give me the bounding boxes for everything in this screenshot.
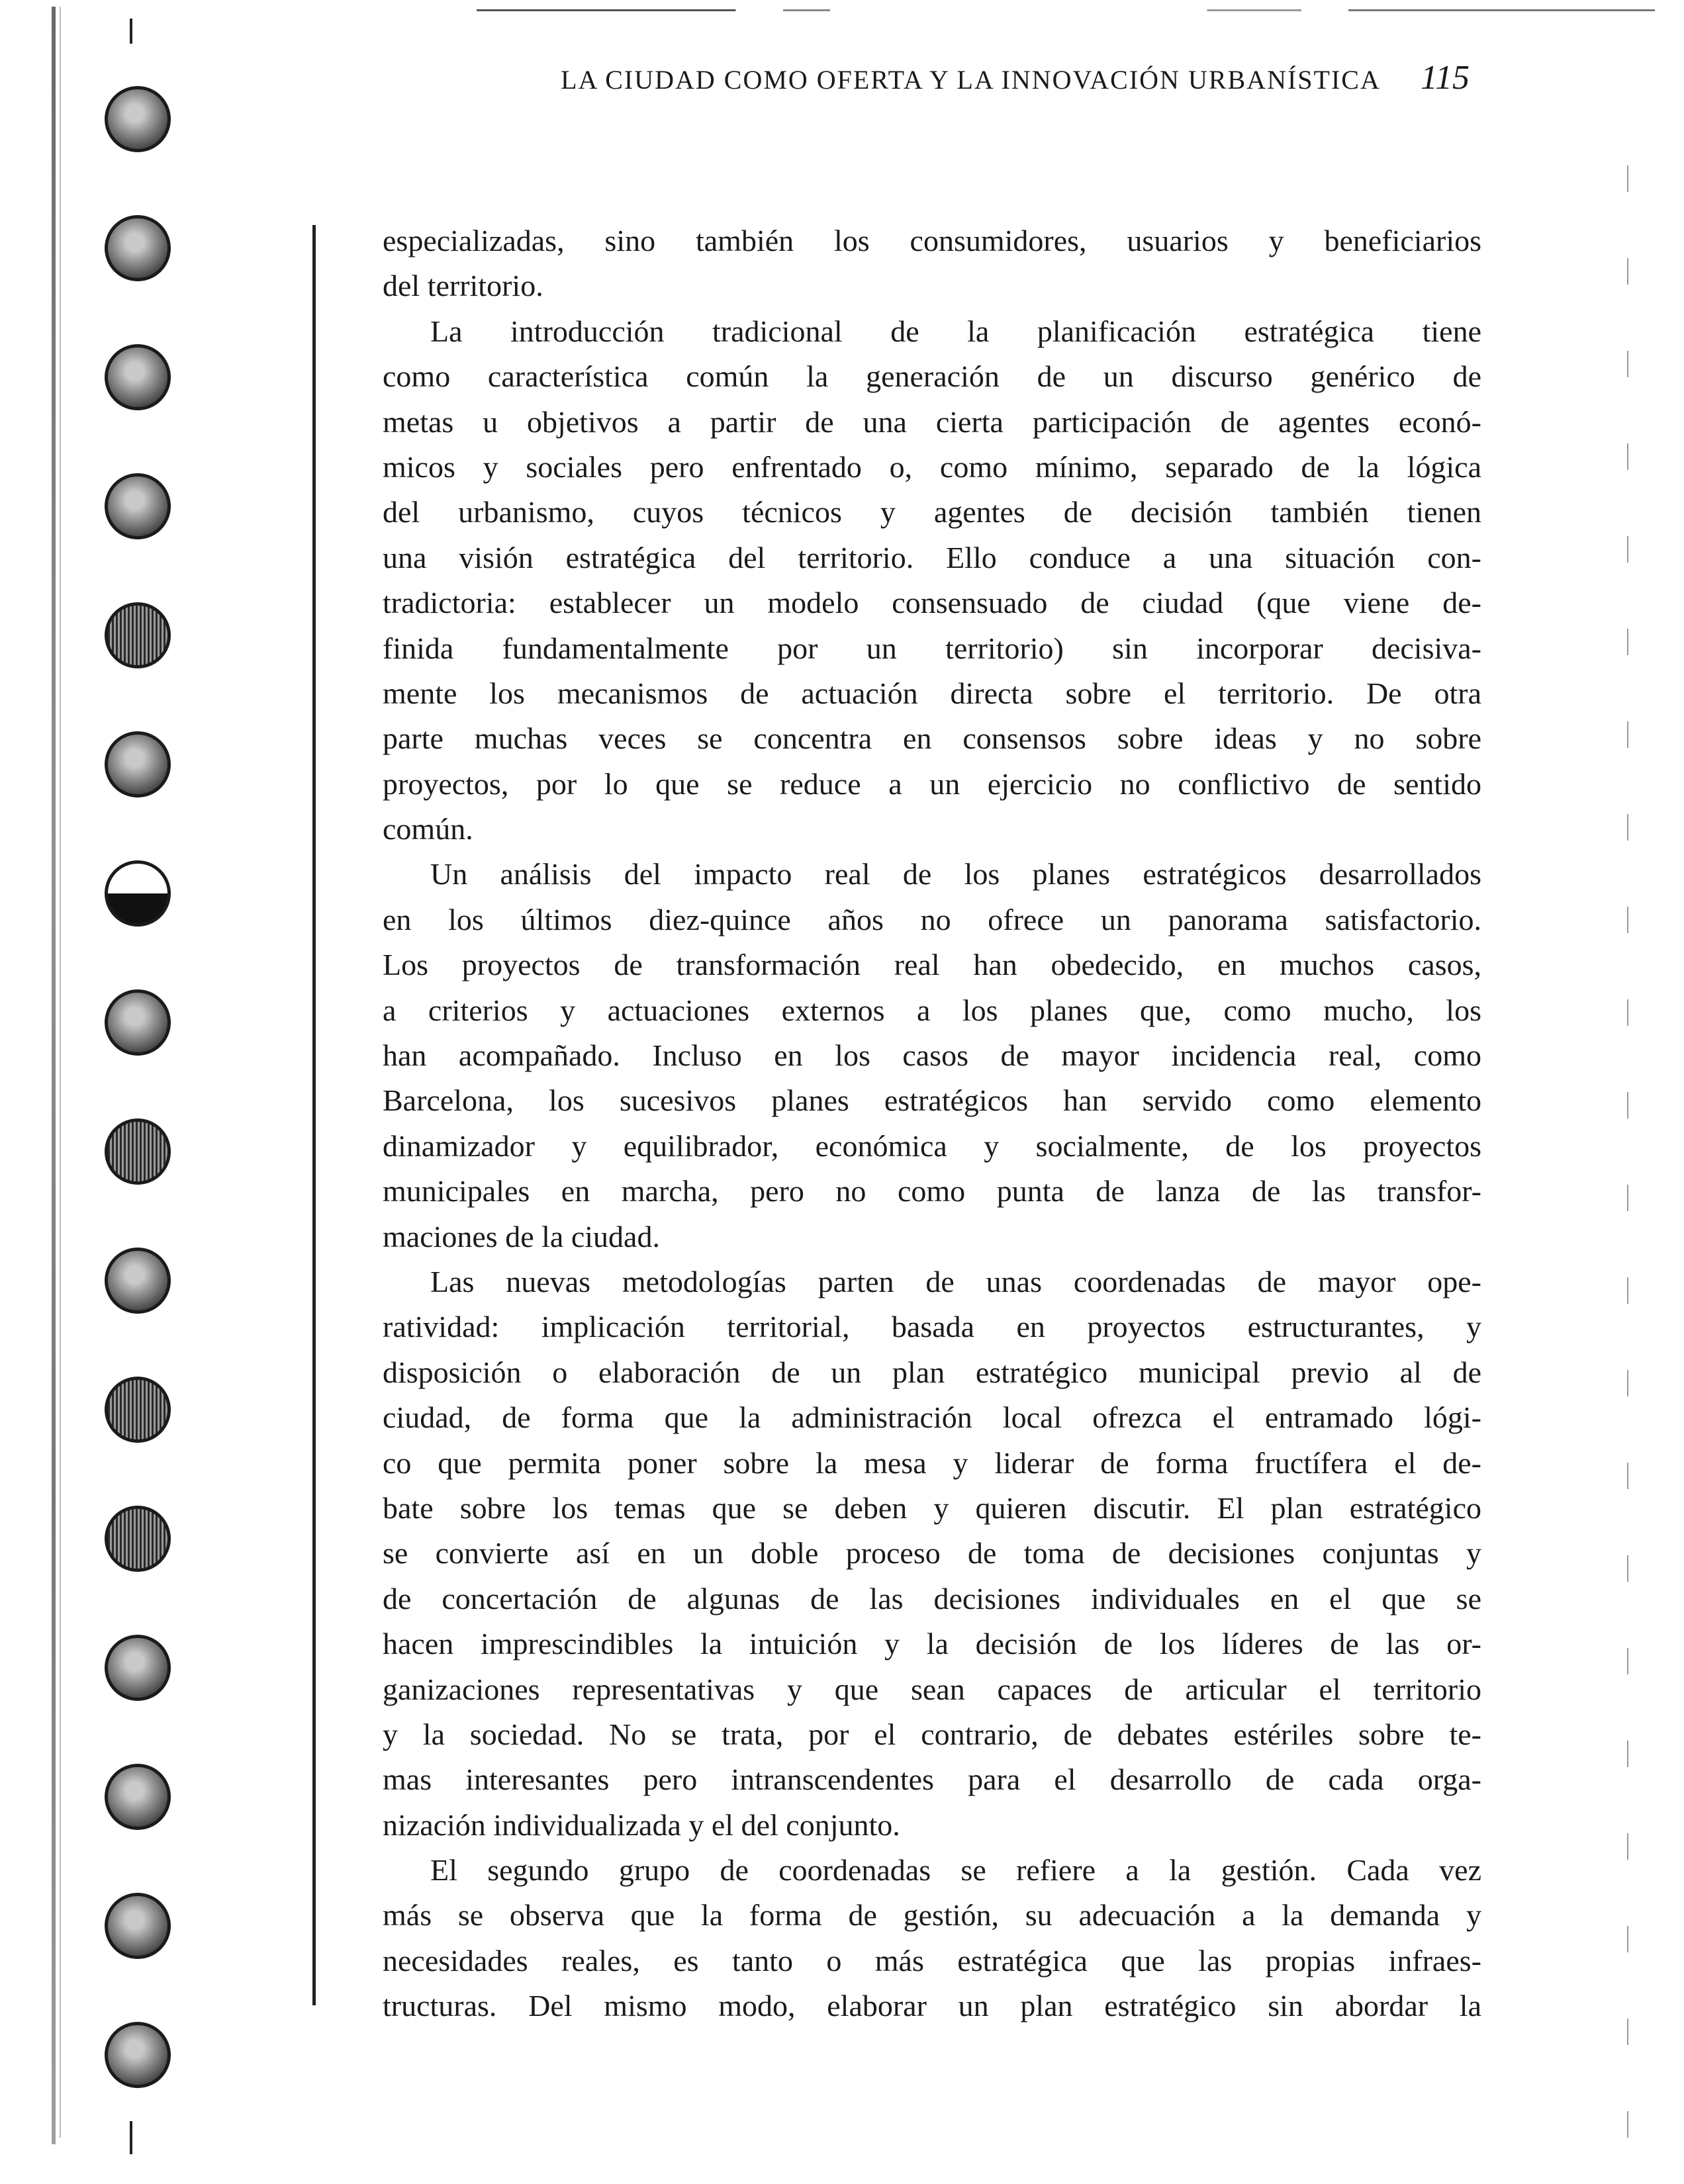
text-line: tradictoria: establecer un modelo consensuado de ciudad (que viene de-	[383, 586, 1481, 620]
text-line: común.	[383, 812, 473, 846]
body-text	[383, 218, 1481, 2029]
text-line: y la sociedad. No se trata, por el contrario, de debates estériles sobre te-	[383, 1717, 1481, 1751]
text-line: más se observa que la forma de gestión, su adecuación a la demanda y	[383, 1898, 1481, 1933]
text-line: como característica común la generación de un discurso genérico de	[383, 359, 1481, 394]
scan-left-edge-line	[60, 7, 61, 2138]
binder-hole	[105, 731, 171, 797]
text-line: municipales en marcha, pero no como punta de lanza de las transfor-	[383, 1174, 1481, 1208]
text-line: disposición o elaboración de un plan estratégico municipal previo al de	[383, 1355, 1481, 1389]
text-line: proyectos, por lo que se reduce a un ejercicio no conflictivo de sentido	[383, 766, 1481, 801]
text-line: del urbanismo, cuyos técnicos y agentes de decisión también tienen	[383, 495, 1481, 529]
text-line: a criterios y actuaciones externos a los planes que, como mucho, los	[383, 993, 1481, 1027]
scan-left-edge	[52, 7, 56, 2144]
text-line: hacen imprescindibles la intuición y la decisión de los líderes de las or-	[383, 1627, 1481, 1661]
binder-hole	[105, 344, 171, 410]
binder-hole	[105, 1377, 171, 1443]
binder-hole	[105, 602, 171, 668]
text-line: han acompañado. Incluso en los casos de mayor incidencia real, como	[383, 1038, 1481, 1073]
text-line: Barcelona, los sucesivos planes estratégicos han servido como elemento	[383, 1083, 1481, 1118]
text-line: una visión estratégica del territorio. Ello conduce a una situación con-	[383, 540, 1481, 574]
text-line: de concertación de algunas de las decisiones individuales en el que se	[383, 1581, 1481, 1615]
text-line: Los proyectos de transformación real han obedecido, en muchos casos,	[383, 948, 1481, 982]
text-line: dinamizador y equilibrador, económica y socialmente, de los proyectos	[383, 1128, 1481, 1163]
text-line: nización individualizada y el del conjunto.	[383, 1807, 900, 1842]
text-line: del territorio.	[383, 269, 543, 303]
text-line: metas u objetivos a partir de una cierta participación de agentes econó-	[383, 404, 1481, 439]
text-line: finida fundamentalmente por un territorio) sin incorporar decisiva-	[383, 631, 1481, 665]
binder-hole	[105, 1764, 171, 1830]
page-number: 115	[1420, 59, 1470, 97]
text-line: Las nuevas metodologías parten de unas coordenadas de mayor ope-	[430, 1264, 1481, 1298]
text-line: La introducción tradicional de la planificación estratégica tiene	[430, 314, 1481, 348]
text-line: ganizaciones representativas y que sean capaces de articular el territorio	[383, 1672, 1481, 1706]
margin-bar	[312, 225, 316, 2005]
text-line: micos y sociales pero enfrentado o, como mínimo, separado de la lógica	[383, 449, 1481, 484]
binder-hole	[105, 1635, 171, 1701]
text-line: ciudad, de forma que la administración local ofrezca el entramado lógi-	[383, 1400, 1481, 1435]
binder-hole	[105, 1248, 171, 1314]
text-line: se convierte así en un doble proceso de toma de decisiones conjuntas y	[383, 1536, 1481, 1570]
binder-hole	[105, 473, 171, 539]
running-head: LA CIUDAD COMO OFERTA Y LA INNOVACIÓN URBANÍSTICA	[561, 65, 1381, 95]
text-line: ratividad: implicación territorial, basada en proyectos estructurantes, y	[383, 1310, 1481, 1344]
binder-hole	[105, 1118, 171, 1185]
binder-hole	[105, 215, 171, 281]
binder-hole	[105, 1893, 171, 1959]
text-line: bate sobre los temas que se deben y quieren discutir. El plan estratégico	[383, 1490, 1481, 1525]
binder-hole	[105, 2022, 171, 2088]
text-line: tructuras. Del mismo modo, elaborar un plan estratégico sin abordar la	[383, 1989, 1481, 2023]
text-line: Un análisis del impacto real de los planes estratégicos desarrollados	[430, 857, 1481, 891]
binder-hole	[105, 86, 171, 152]
text-line: mas interesantes pero intranscendentes para el desarrollo de cada orga-	[383, 1762, 1481, 1797]
scan-top-rule	[477, 9, 1655, 11]
binder-hole	[105, 989, 171, 1056]
scan-right-edge	[1627, 165, 1628, 2184]
binder-hole	[105, 860, 171, 927]
text-line: maciones de la ciudad.	[383, 1219, 660, 1253]
page-header	[530, 58, 1470, 98]
text-line: en los últimos diez-quince años no ofrece un panorama satisfactorio.	[383, 902, 1481, 936]
text-line: co que permita poner sobre la mesa y liderar de forma fructífera el de-	[383, 1445, 1481, 1480]
binder-holes	[105, 0, 184, 2184]
text-line: El segundo grupo de coordenadas se refiere a la gestión. Cada vez	[430, 1853, 1481, 1888]
binder-hole	[105, 1506, 171, 1572]
text-line: necesidades reales, es tanto o más estratégica que las propias infraes-	[383, 1943, 1481, 1978]
text-line: parte muchas veces se concentra en consensos sobre ideas y no sobre	[383, 721, 1481, 756]
text-line: especializadas, sino también los consumidores, usuarios y beneficiarios	[383, 224, 1481, 257]
text-line: mente los mecanismos de actuación directa sobre el territorio. De otra	[383, 676, 1481, 710]
